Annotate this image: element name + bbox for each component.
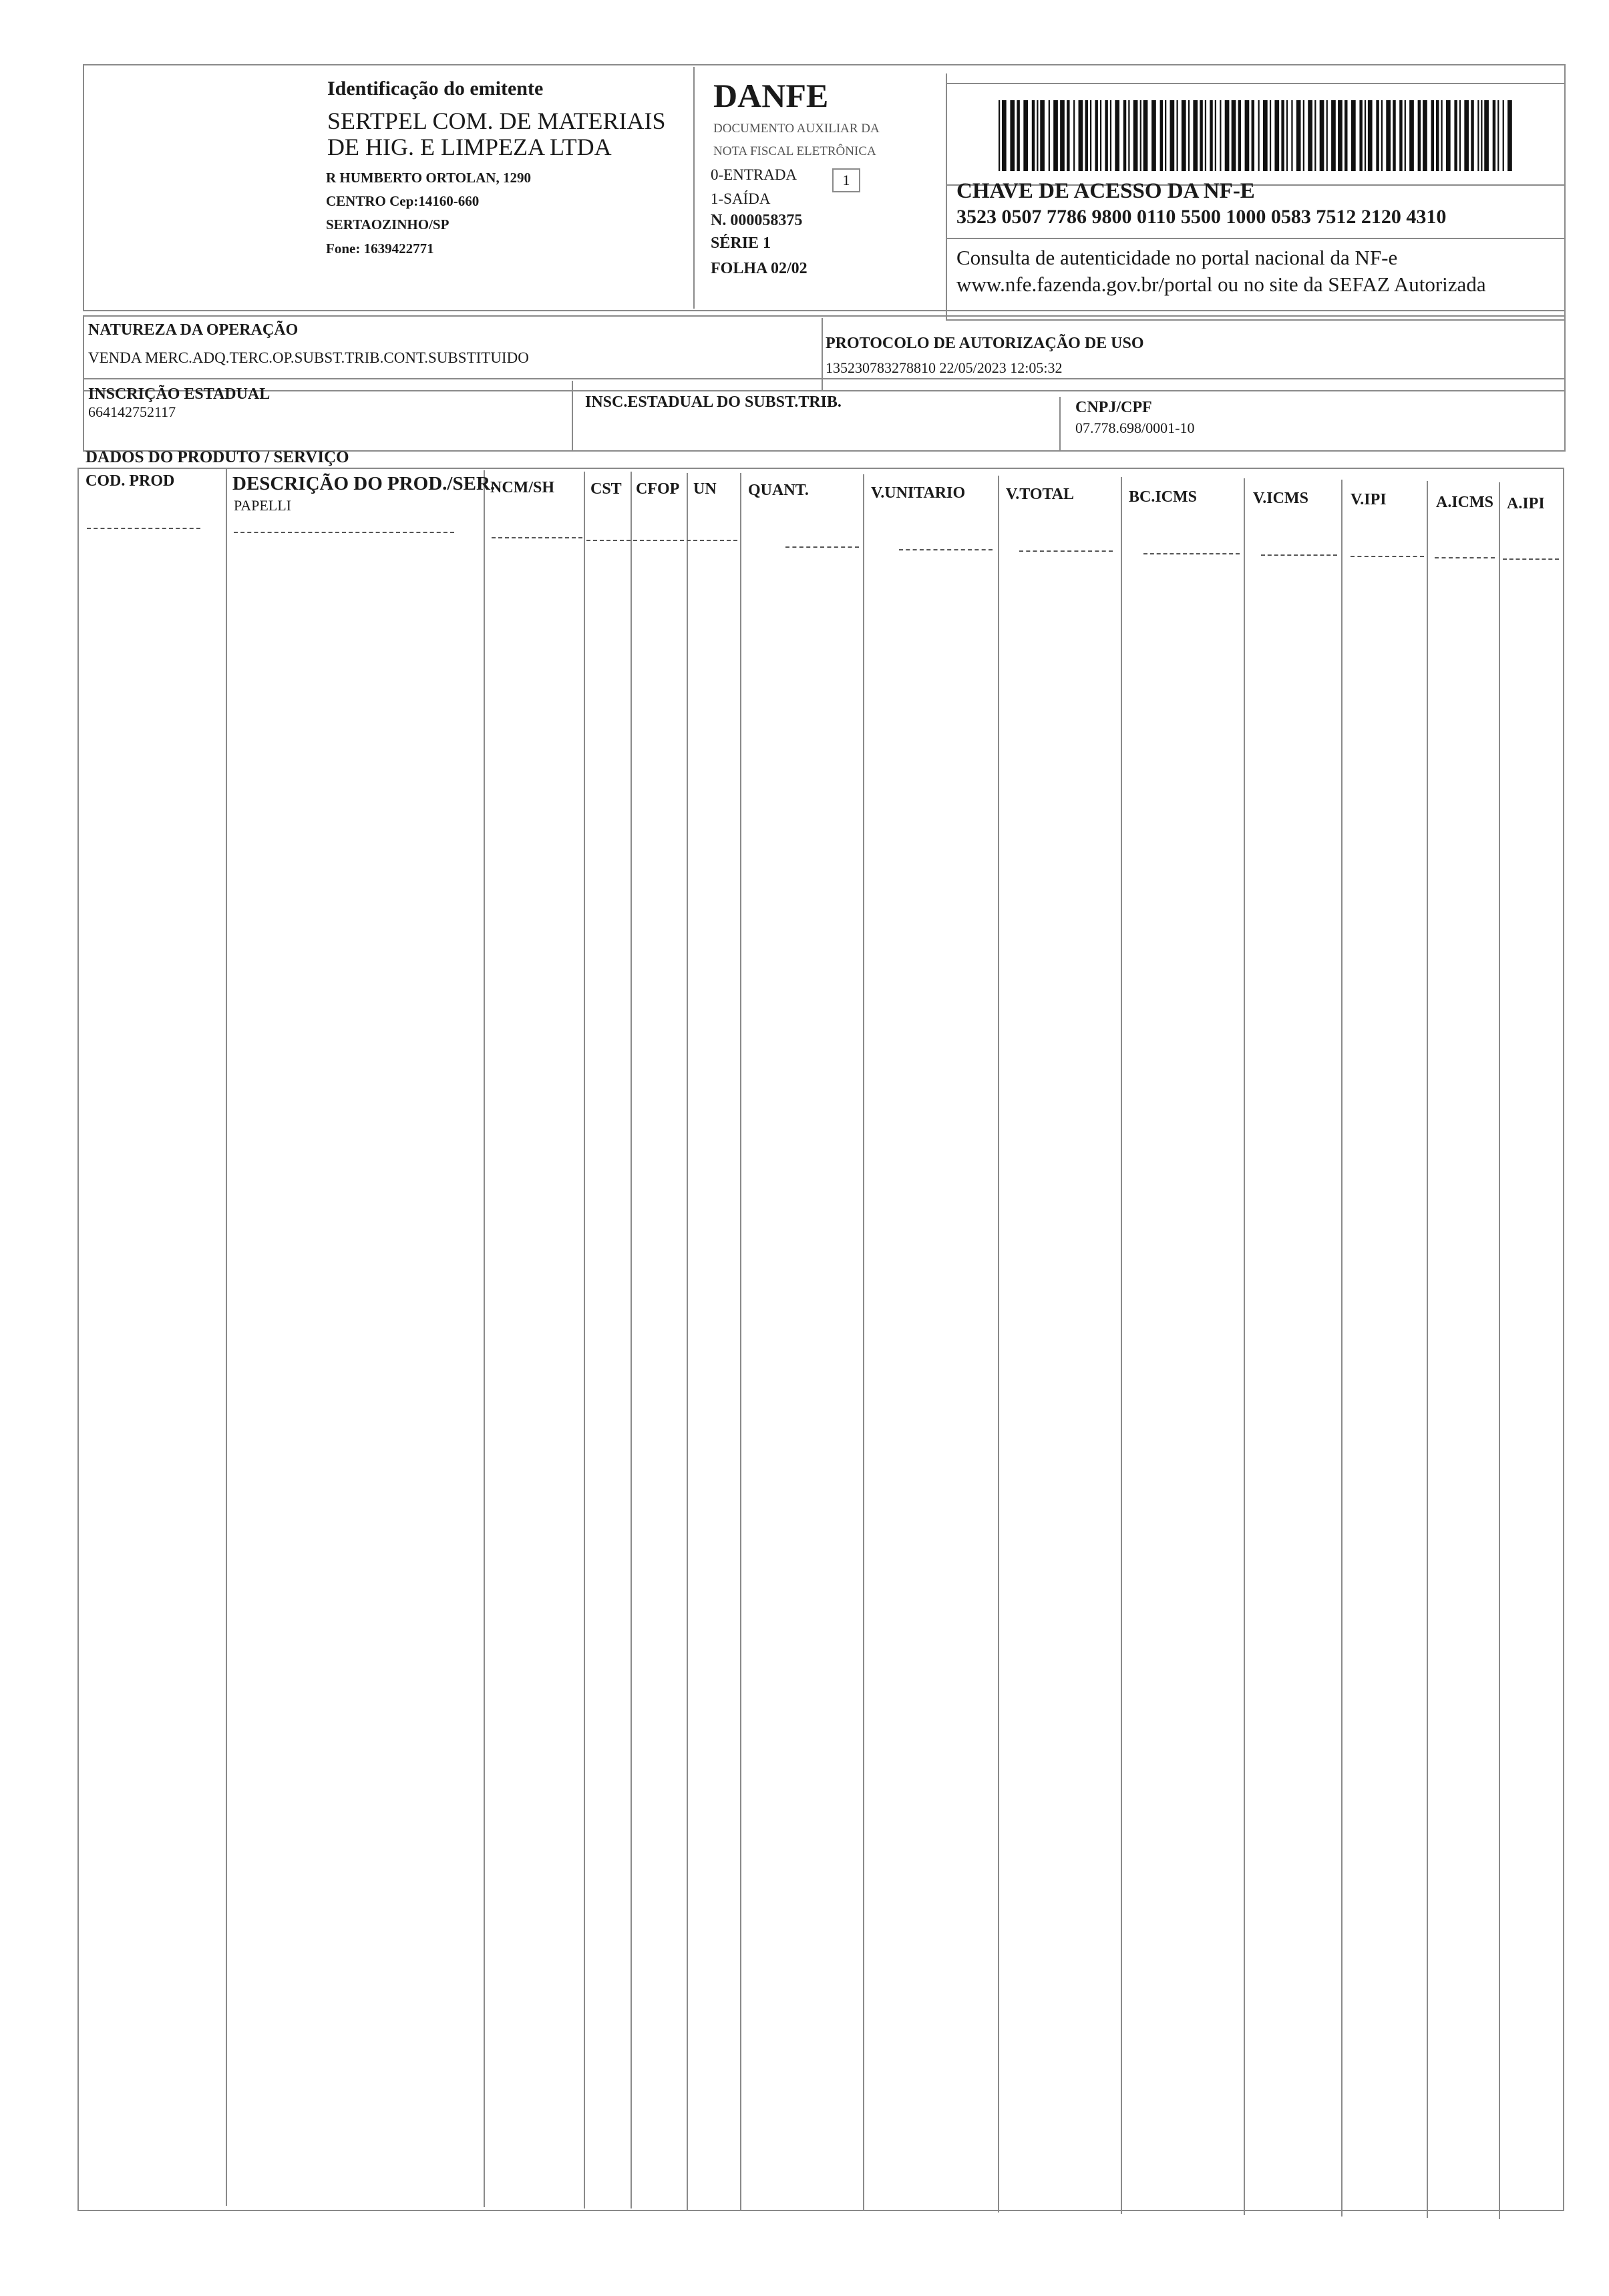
emitente-name-line1: SERTPEL COM. DE MATERIAIS bbox=[327, 108, 666, 134]
col-header-ncm: NCM/SH bbox=[490, 479, 554, 496]
barcode-bar bbox=[1477, 100, 1479, 171]
barcode-bar bbox=[1431, 100, 1434, 171]
barcode-bar bbox=[1423, 100, 1427, 171]
col-header-descricao: DESCRIÇÃO DO PROD./SER. bbox=[232, 473, 496, 494]
barcode-bar bbox=[1170, 100, 1175, 171]
barcode-bar bbox=[1503, 100, 1504, 171]
barcode-bar bbox=[1049, 100, 1050, 171]
inscricao-divider-2 bbox=[1059, 397, 1061, 452]
barcode-bar bbox=[1090, 100, 1091, 171]
danfe-tipo-box bbox=[832, 168, 860, 192]
barcode-bar bbox=[1220, 100, 1221, 171]
barcode-bar bbox=[1274, 100, 1279, 171]
cnpj-label: CNPJ/CPF bbox=[1075, 399, 1152, 416]
chave-divider-2 bbox=[946, 238, 1566, 239]
chave-label: CHAVE DE ACESSO DA NF-E bbox=[956, 179, 1255, 203]
barcode-bar bbox=[1484, 100, 1489, 171]
insc-subst-label: INSC.ESTADUAL DO SUBST.TRIB. bbox=[585, 393, 842, 411]
barcode-bar bbox=[1270, 100, 1271, 171]
danfe-entrada: 0-ENTRADA bbox=[711, 166, 797, 183]
emitente-district-cep: CENTRO Cep:14160-660 bbox=[326, 193, 480, 209]
col-divider-desc bbox=[226, 469, 227, 2206]
col-header-v-unitario: V.UNITARIO bbox=[871, 484, 966, 502]
col-divider-aipi bbox=[1499, 482, 1500, 2219]
barcode-bar bbox=[1143, 100, 1148, 171]
barcode-bar bbox=[1399, 100, 1402, 171]
header-divider-1 bbox=[693, 67, 695, 309]
product-row-descricao: PAPELLI bbox=[234, 497, 291, 514]
col-divider-aicms bbox=[1427, 481, 1428, 2218]
barcode-bar bbox=[1140, 100, 1141, 171]
barcode-bar bbox=[1308, 100, 1312, 171]
col-header-quant: QUANT. bbox=[748, 482, 809, 499]
barcode-bar bbox=[1481, 100, 1482, 171]
danfe-title: DANFE bbox=[713, 77, 829, 114]
barcode-bar bbox=[1215, 100, 1216, 171]
barcode-bar bbox=[1446, 100, 1451, 171]
barcode-bar bbox=[1200, 100, 1202, 171]
barcode-bar bbox=[1326, 100, 1328, 171]
col-header-un: UN bbox=[693, 480, 717, 498]
barcode-bar bbox=[1110, 100, 1111, 171]
danfe-subtitle-line2: NOTA FISCAL ELETRÔNICA bbox=[713, 144, 876, 158]
barcode-bar bbox=[1351, 100, 1356, 171]
col-divider-cst bbox=[584, 472, 585, 2208]
protocolo-label: PROTOCOLO DE AUTORIZAÇÃO DE USO bbox=[826, 335, 1144, 352]
barcode-bar bbox=[1073, 100, 1075, 171]
barcode-bar bbox=[1497, 100, 1499, 171]
barcode-bar bbox=[1193, 100, 1198, 171]
barcode-bar bbox=[1002, 100, 1007, 171]
barcode-bar bbox=[1441, 100, 1442, 171]
inscricao-label: INSCRIÇÃO ESTADUAL bbox=[88, 385, 271, 403]
emitente-city: SERTAOZINHO/SP bbox=[326, 216, 450, 232]
barcode-bar bbox=[1303, 100, 1304, 171]
col-header-cfop: CFOP bbox=[636, 480, 680, 498]
barcode-bar bbox=[1393, 100, 1395, 171]
barcode-bar bbox=[1331, 100, 1336, 171]
barcode-bar bbox=[1436, 100, 1439, 171]
col-divider-un bbox=[687, 473, 688, 2210]
col-divider-cfop bbox=[631, 472, 632, 2208]
barcode-bar bbox=[1459, 100, 1461, 171]
barcode-bar bbox=[1225, 100, 1230, 171]
col-header-cod-prod: COD. PROD bbox=[85, 472, 175, 490]
col-header-v-icms: V.ICMS bbox=[1253, 490, 1308, 507]
col-divider-ncm bbox=[484, 470, 485, 2207]
barcode-bar bbox=[1210, 100, 1212, 171]
col-header-a-icms: A.ICMS bbox=[1436, 494, 1494, 511]
barcode-bar bbox=[1296, 100, 1301, 171]
danfe-saida: 1-SAÍDA bbox=[711, 190, 771, 207]
barcode-bar bbox=[1128, 100, 1129, 171]
cnpj-value: 07.778.698/0001-10 bbox=[1075, 420, 1195, 436]
emitente-name-line2: DE HIG. E LIMPEZA LTDA bbox=[327, 134, 612, 160]
consulta-line1: Consulta de autenticidade no portal nacional da NF-e bbox=[956, 246, 1398, 269]
barcode-bar bbox=[1252, 100, 1254, 171]
barcode-bar bbox=[1205, 100, 1206, 171]
barcode-bar bbox=[1471, 100, 1473, 171]
barcode-bar bbox=[1405, 100, 1406, 171]
barcode-bar bbox=[1263, 100, 1268, 171]
barcode-bar bbox=[1067, 100, 1069, 171]
dash-a-ipi bbox=[1503, 558, 1559, 560]
barcode-bar bbox=[1133, 100, 1138, 171]
barcode-bar bbox=[1182, 100, 1186, 171]
barcode-bar bbox=[1359, 100, 1362, 171]
col-header-cst: CST bbox=[590, 480, 622, 498]
barcode-bar bbox=[1095, 100, 1097, 171]
barcode-image bbox=[995, 100, 1524, 171]
dash-v-icms bbox=[1261, 554, 1337, 556]
dash-v-unitario bbox=[899, 549, 993, 550]
barcode-bar bbox=[1376, 100, 1379, 171]
dash-cst-cfop-un bbox=[586, 540, 737, 541]
col-divider-bcicms bbox=[1121, 477, 1122, 2214]
barcode-bar bbox=[1053, 100, 1058, 171]
barcode-bar bbox=[1105, 100, 1107, 171]
barcode-bar bbox=[1238, 100, 1241, 171]
col-header-bc-icms: BC.ICMS bbox=[1129, 488, 1198, 506]
barcode-bar bbox=[1464, 100, 1469, 171]
dash-v-total bbox=[1019, 550, 1113, 552]
emitente-address: R HUMBERTO ORTOLAN, 1290 bbox=[326, 170, 531, 186]
danfe-numero: N. 000058375 bbox=[711, 212, 803, 229]
barcode-bar bbox=[1454, 100, 1457, 171]
barcode-bar bbox=[1037, 100, 1038, 171]
barcode-bar bbox=[1291, 100, 1292, 171]
barcode-bar bbox=[1409, 100, 1414, 171]
emitente-phone: Fone: 1639422771 bbox=[326, 240, 434, 257]
barcode-bar bbox=[1032, 100, 1035, 171]
barcode-bar bbox=[1060, 100, 1065, 171]
produtos-section-label: DADOS DO PRODUTO / SERVIÇO bbox=[85, 448, 349, 466]
barcode-bar bbox=[1418, 100, 1421, 171]
dash-cod-prod bbox=[87, 528, 200, 529]
dash-v-ipi bbox=[1351, 556, 1424, 557]
barcode-bar bbox=[999, 100, 1000, 171]
barcode-bar bbox=[1160, 100, 1163, 171]
danfe-tipo-value: 1 bbox=[842, 172, 850, 188]
barcode-bar bbox=[1368, 100, 1373, 171]
barcode-bar bbox=[1258, 100, 1260, 171]
barcode-bar bbox=[1165, 100, 1166, 171]
barcode-bar bbox=[1079, 100, 1083, 171]
dash-bc-icms bbox=[1143, 553, 1240, 554]
barcode-bar bbox=[1493, 100, 1495, 171]
dash-descricao bbox=[234, 532, 454, 533]
inscricao-value: 664142752117 bbox=[88, 403, 176, 420]
barcode-bar bbox=[1176, 100, 1178, 171]
barcode-bar bbox=[1381, 100, 1383, 171]
barcode-bar bbox=[1386, 100, 1391, 171]
natureza-value: VENDA MERC.ADQ.TERC.OP.SUBST.TRIB.CONT.SUBSTITUIDO bbox=[88, 349, 529, 366]
protocolo-value: 135230783278810 22/05/2023 12:05:32 bbox=[826, 359, 1063, 376]
dash-a-icms bbox=[1435, 557, 1495, 558]
barcode-bar bbox=[1232, 100, 1236, 171]
emitente-label: Identificação do emitente bbox=[327, 77, 544, 100]
danfe-serie: SÉRIE 1 bbox=[711, 234, 771, 252]
barcode-bar bbox=[1100, 100, 1101, 171]
barcode-bar bbox=[1286, 100, 1288, 171]
barcode-bar bbox=[1365, 100, 1366, 171]
dash-quant bbox=[785, 546, 859, 548]
danfe-subtitle-line1: DOCUMENTO AUXILIAR DA bbox=[713, 122, 880, 136]
dash-ncm bbox=[492, 537, 582, 538]
barcode-bar bbox=[1123, 100, 1126, 171]
danfe-folha: FOLHA 02/02 bbox=[711, 260, 808, 277]
natureza-label: NATUREZA DA OPERAÇÃO bbox=[88, 321, 299, 339]
barcode-bar bbox=[1010, 100, 1015, 171]
barcode-bar bbox=[1115, 100, 1119, 171]
barcode-bar bbox=[1345, 100, 1347, 171]
consulta-line2: www.nfe.fazenda.gov.br/portal ou no site da SEFAZ Autorizada bbox=[956, 273, 1486, 296]
barcode-bar bbox=[1017, 100, 1019, 171]
col-header-v-ipi: V.IPI bbox=[1351, 491, 1387, 508]
barcode-bar bbox=[1085, 100, 1087, 171]
barcode-bar bbox=[1314, 100, 1316, 171]
barcode-bar bbox=[1188, 100, 1190, 171]
barcode-bar bbox=[1338, 100, 1343, 171]
barcode-bar bbox=[1281, 100, 1284, 171]
col-divider-vtotal bbox=[998, 476, 999, 2212]
col-divider-vicms bbox=[1244, 478, 1245, 2215]
col-header-a-ipi: A.IPI bbox=[1507, 495, 1545, 512]
barcode-bar bbox=[1151, 100, 1156, 171]
barcode-bar bbox=[1320, 100, 1324, 171]
col-divider-vipi bbox=[1341, 480, 1343, 2217]
barcode-bar bbox=[1023, 100, 1028, 171]
barcode-bar bbox=[1507, 100, 1512, 171]
col-header-v-total: V.TOTAL bbox=[1006, 486, 1075, 503]
inscricao-block bbox=[83, 378, 1566, 452]
barcode-bar bbox=[1245, 100, 1250, 171]
barcode-bar bbox=[1040, 100, 1045, 171]
inscricao-divider-1 bbox=[572, 381, 573, 452]
chave-value: 3523 0507 7786 9800 0110 5500 1000 0583 7512 2120 4310 bbox=[956, 206, 1447, 228]
col-divider-vunit bbox=[863, 474, 864, 2211]
col-divider-quant bbox=[740, 473, 741, 2210]
